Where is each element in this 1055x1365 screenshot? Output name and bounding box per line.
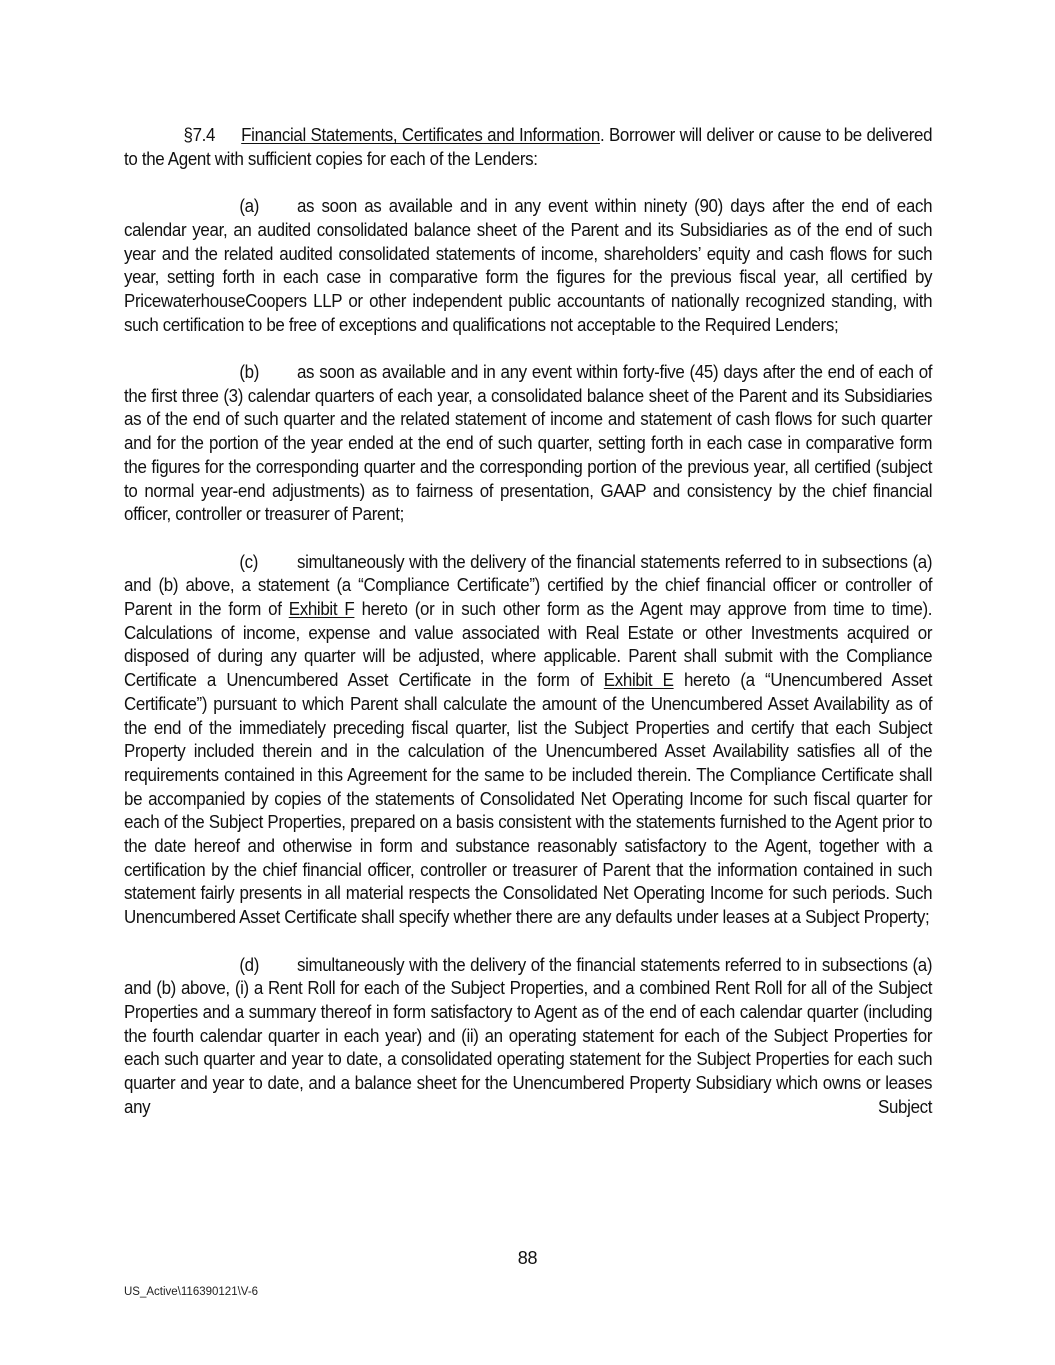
- paragraph-text: as soon as available and in any event within forty-five (45) days after the end of each of the first three (3) calendar quarters of each year, a consolidated balance sheet of the Parent and its Subsidiaries as of the end of such quarter and the related statement of income and statement of cash flows for such quarter and for the portion of the year ended at the end of such quarter, setting forth in each case in comparative form the figures for the corresponding quarter and the corresponding portion of the previous year, all certified (subject to normal year-end adjustments) as to fairness of presentation, GAAP and consistency by the chief financial officer, controller or treasurer of Parent;: [124, 362, 933, 525]
- paragraph-label: (d): [239, 954, 260, 975]
- paragraph-label: (c): [239, 551, 259, 572]
- paragraph-c: [124, 551, 932, 930]
- section-heading: Financial Statements, Certificates and Information: [241, 125, 601, 145]
- paragraph-b: [124, 361, 932, 527]
- section-number: §7.4: [183, 125, 216, 145]
- section-intro-text: . Borrower will deliver or cause to be delivered to the Agent with sufficient copies for each of the Lenders:: [124, 125, 933, 169]
- page-number: 88: [517, 1248, 538, 1268]
- paragraph-a: [124, 195, 932, 337]
- paragraph-label: (a): [239, 196, 260, 217]
- exhibit-f-reference: Exhibit F: [288, 599, 355, 620]
- paragraph-text: hereto (a “Unencumbered Asset Certificate”) pursuant to which Parent shall calculate the amount of the Unencumbered Asset Availability as of the end of the immediately preceding fiscal quarter, list the Subject Properties and certify that each Subject Property included therein and in the calculation of the Unencumbered Asset Availability satisfies all of the requirements contained in this Agreement for the same to be included therein. The Compliance Certificate shall be accompanied by copies of the statements of Consolidated Net Operating Income for such fiscal quarter for each of the Subject Properties, prepared on a basis consistent with the statements furnished to the Agent prior to the date hereof and otherwise in form and substance reasonably satisfactory to the Agent, together with a certification by the chief financial officer, controller or treasurer of Parent that the information contained in such statement fairly presents in all material respects the Consolidated Net Operating Income for such periods. Such Unencumbered Asset Certificate shall specify whether there are any defaults under leases at a Subject Property;: [124, 670, 933, 928]
- exhibit-e-reference: Exhibit E: [603, 670, 674, 691]
- paragraph-text: simultaneously with the delivery of the financial statements referred to in subsections (a) and (b) above, a statement (a “Compliance Certificate”) certified by the chief financial officer or controller of Parent in the form of: [124, 551, 933, 620]
- paragraph-d: [124, 954, 932, 1120]
- document-id: US_Active\116390121\V-6: [124, 1286, 259, 1298]
- paragraph-text: as soon as available and in any event within ninety (90) days after the end of each calendar year, an audited consolidated balance sheet of the Parent and its Subsidiaries as of the end of such year and the related audited consolidated statements of income, shareholders’ equity and cash flows for such year, setting forth in each case in comparative form the figures for the previous fiscal year, all certified by PricewaterhouseCoopers LLP or other independent public accountants of nationally recognized standing, with such certification to be free of exceptions and qualifications not acceptable to the Required Lenders;: [124, 196, 933, 335]
- document-body: [124, 124, 932, 1143]
- paragraph-text: hereto (or in such other form as the Agent may approve from time to time). Calculations of income, expense and value associated with Real Estate or other Investments acquired or disposed of during any quarter will be adjusted, where applicable. Parent shall submit with the Compliance Certificate a Unencumbered Asset Certificate in the form of: [124, 599, 933, 691]
- paragraph-label: (b): [239, 362, 260, 382]
- section-7-4-intro: [124, 124, 932, 171]
- paragraph-text: simultaneously with the delivery of the financial statements referred to in subsections (a) and (b) above, (i) a Rent Roll for each of the Subject Properties, and a combined Rent Roll for all of the Subject Properties and a summary thereof in form satisfactory to Agent as of the end of each calendar quarter (including the fourth calendar quarter in each year) and (ii) an operating statement for each of the Subject Properties for each such quarter and year to date, a consolidated operating statement for the Subject Properties for each such quarter and year to date, and a balance sheet for the Unencumbered Property Subsidiary which owns or leases any Subject: [124, 954, 933, 1117]
